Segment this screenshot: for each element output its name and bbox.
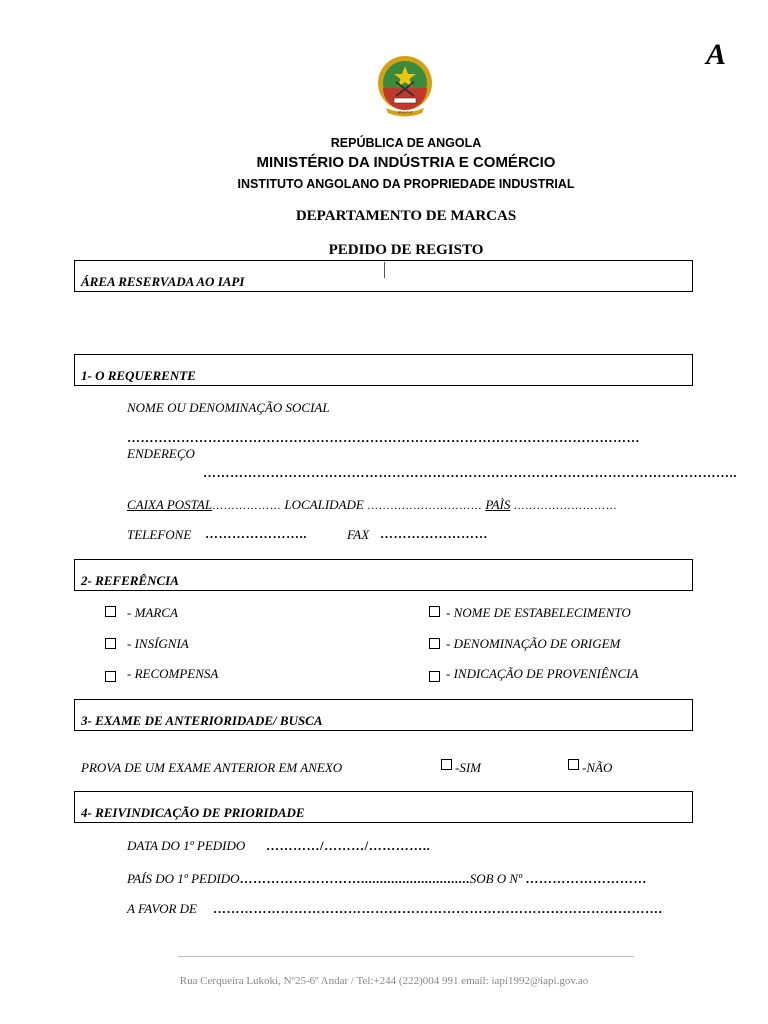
section-2-header [74,559,693,591]
footer-divider [178,956,634,957]
checkbox-nao[interactable] [568,759,579,770]
name-field[interactable]: …………………………………………………………………………………………………… [127,430,640,445]
country-label: PAÌS [485,497,511,512]
institute-heading: INSTITUTO ANGOLANO DA PROPRIEDADE INDUSTRIAL [237,177,575,191]
in-favor-of-field[interactable]: ………………………………………………………………………………………. [213,901,663,916]
first-filing-country-field[interactable]: ………………………............................. [239,871,470,886]
first-filing-country-row [127,871,647,887]
divider [384,262,385,278]
prior-exam-question: PROVA DE UM EXAME ANTERIOR EM ANEXO [81,760,343,775]
option-sim: -SIM [455,760,481,775]
first-filing-date-field[interactable]: …………/………/………….. [266,838,431,853]
footer-address: Rua Cerqueira Lukoki, Nº25-6º Andar / Tel:+244 (222)004 991 email: iapi1992@iapi.gov.ao [179,975,589,987]
section-4-header [74,791,693,823]
section-4-title: 4- REIVINDICAÇÃO DE PRIORIDADE [81,805,305,820]
coat-of-arms-icon [372,52,438,118]
option-indicacao-proveniencia: - INDICAÇÃO DE PROVENIÊNCIA [446,666,639,681]
section-1-title: 1- O REQUERENTE [81,368,196,383]
section-3-title: 3- EXAME DE ANTERIORIDADE/ BUSCA [81,713,323,728]
first-filing-country-label: PAÍS DO 1º PEDIDO [127,871,240,886]
phone-field[interactable]: ………………….. [205,526,307,541]
checkbox-denominacao-origem[interactable] [429,638,440,649]
po-box-field[interactable]: ……………… [212,500,282,512]
in-favor-of-label: A FAVOR DE [127,901,197,916]
first-filing-date-label: DATA DO 1º PEDIDO [127,838,246,853]
option-nao: -NÃO [582,760,613,775]
checkbox-indicacao-proveniencia[interactable] [429,671,440,682]
option-recompensa: - RECOMPENSA [127,666,219,681]
name-label: NOME OU DENOMINAÇÃO SOCIAL [127,400,330,415]
reserved-area-label: ÁREA RESERVADA AO IAPI [81,274,245,289]
fax-field[interactable]: …………………… [380,526,488,541]
option-insignia: - INSÍGNIA [127,636,189,651]
checkbox-recompensa[interactable] [105,671,116,682]
section-2-title: 2- REFERÊNCIA [81,573,179,588]
locality-label: LOCALIDADE [284,497,364,512]
country-field[interactable]: ……………………… [513,500,618,512]
checkbox-sim[interactable] [441,759,452,770]
form-letter: A [706,38,727,71]
address-label: ENDEREÇO [127,446,195,461]
checkbox-insignia[interactable] [105,638,116,649]
form-title: PEDIDO DE REGISTO [328,242,484,258]
filing-number-field[interactable]: ……………………… [525,871,647,886]
svg-text:ANGOLA: ANGOLA [397,110,413,115]
checkbox-nome-estabelecimento[interactable] [429,606,440,617]
filing-number-label: SOB O Nº [469,871,523,886]
option-nome-estabelecimento: - NOME DE ESTABELECIMENTO [446,605,631,620]
section-1-header [74,354,693,386]
section-3-header [74,699,693,731]
po-box-label: CAIXA POSTAL [127,497,213,512]
checkbox-marca[interactable] [105,606,116,617]
locality-field[interactable]: ………………………… [367,500,483,512]
option-marca: - MARCA [127,605,178,620]
fax-label: FAX [347,527,370,542]
address-field[interactable]: ……………………………………………………………………………………………………….. [203,465,737,480]
reserved-area-box [74,260,693,292]
option-denominacao-origem: - DENOMINAÇÃO DE ORIGEM [446,636,621,651]
department-heading: DEPARTAMENTO DE MARCAS [295,208,517,224]
po-box-row [127,497,617,513]
phone-label: TELEFONE [127,527,192,542]
republic-heading: REPÚBLICA DE ANGOLA [330,136,482,150]
ministry-heading: MINISTÉRIO DA INDÚSTRIA E COMÉRCIO [256,154,556,171]
